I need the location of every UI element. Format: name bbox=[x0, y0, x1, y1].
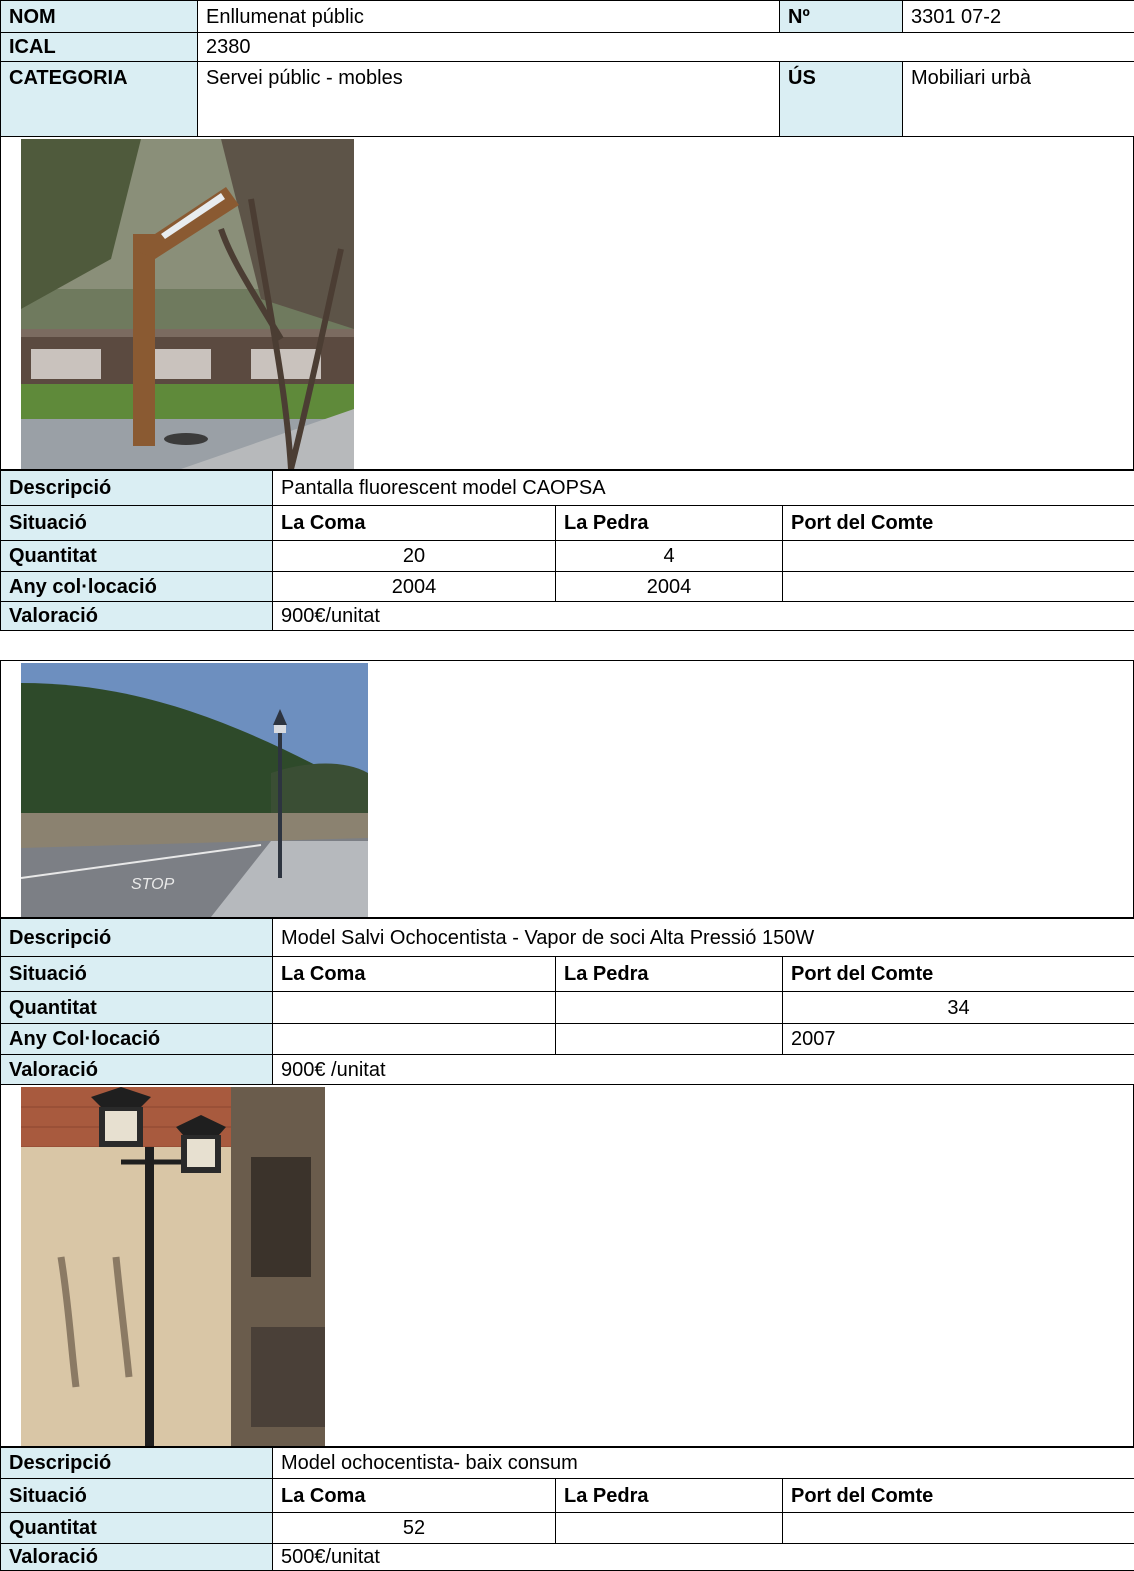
any-la-coma bbox=[273, 1024, 556, 1055]
any-la-pedra bbox=[556, 1024, 783, 1055]
any-label: Any Col·locació bbox=[1, 1024, 273, 1055]
quantitat-la-pedra bbox=[556, 1513, 783, 1544]
categoria-value: Servei públic - mobles bbox=[198, 62, 780, 137]
item-table-3 bbox=[0, 1447, 1134, 1571]
num-value: 3301 07-2 bbox=[903, 1, 1134, 33]
quantitat-label: Quantitat bbox=[1, 1513, 273, 1544]
photo-cell-2 bbox=[0, 660, 1134, 918]
descripcio-value: Pantalla fluorescent model CAOPSA bbox=[273, 471, 1134, 506]
situacio-label: Situació bbox=[1, 957, 273, 992]
ical-value: 2380 bbox=[198, 33, 1134, 62]
header-table bbox=[0, 0, 1134, 137]
quantitat-la-coma bbox=[273, 992, 556, 1024]
location-la-coma: La Coma bbox=[273, 506, 556, 541]
descripcio-label: Descripció bbox=[1, 1448, 273, 1479]
double-lantern-lamp-photo bbox=[21, 1087, 325, 1446]
quantitat-port-del-comte bbox=[783, 541, 1134, 572]
valoracio-label: Valoració bbox=[1, 602, 273, 631]
mountain-road-lamp-photo bbox=[21, 663, 368, 917]
quantitat-label: Quantitat bbox=[1, 992, 273, 1024]
us-value: Mobiliari urbà bbox=[903, 62, 1134, 137]
photo-cell-3 bbox=[0, 1084, 1134, 1447]
valoracio-label: Valoració bbox=[1, 1544, 273, 1571]
quantitat-la-coma: 52 bbox=[273, 1513, 556, 1544]
nom-label: NOM bbox=[1, 1, 198, 33]
road-stop-text: STOP bbox=[131, 876, 175, 893]
any-port-del-comte bbox=[783, 572, 1134, 602]
location-la-coma: La Coma bbox=[273, 957, 556, 992]
location-la-coma: La Coma bbox=[273, 1479, 556, 1513]
location-port-del-comte: Port del Comte bbox=[783, 1479, 1134, 1513]
location-la-pedra: La Pedra bbox=[556, 1479, 783, 1513]
photo-cell-1 bbox=[0, 136, 1134, 470]
location-la-pedra: La Pedra bbox=[556, 506, 783, 541]
descripcio-label: Descripció bbox=[1, 471, 273, 506]
quantitat-la-pedra bbox=[556, 992, 783, 1024]
valoracio-value: 500€/unitat bbox=[273, 1544, 1134, 1571]
location-port-del-comte: Port del Comte bbox=[783, 957, 1134, 992]
any-label: Any col·locació bbox=[1, 572, 273, 602]
quantitat-port-del-comte bbox=[783, 1513, 1134, 1544]
descripcio-value: Model ochocentista- baix consum bbox=[273, 1448, 1134, 1479]
categoria-label: CATEGORIA bbox=[1, 62, 198, 137]
any-la-pedra: 2004 bbox=[556, 572, 783, 602]
item-table-1 bbox=[0, 470, 1134, 631]
quantitat-la-coma: 20 bbox=[273, 541, 556, 572]
situacio-label: Situació bbox=[1, 1479, 273, 1513]
item-table-2 bbox=[0, 918, 1134, 1085]
quantitat-port-del-comte: 34 bbox=[783, 992, 1134, 1024]
nom-value: Enllumenat públic bbox=[198, 1, 780, 33]
location-la-pedra: La Pedra bbox=[556, 957, 783, 992]
any-la-coma: 2004 bbox=[273, 572, 556, 602]
num-label: Nº bbox=[780, 1, 903, 33]
location-port-del-comte: Port del Comte bbox=[783, 506, 1134, 541]
quantitat-label: Quantitat bbox=[1, 541, 273, 572]
valoracio-value: 900€/unitat bbox=[273, 602, 1134, 631]
valoracio-label: Valoració bbox=[1, 1055, 273, 1085]
descripcio-label: Descripció bbox=[1, 919, 273, 957]
any-port-del-comte: 2007 bbox=[783, 1024, 1134, 1055]
us-label: ÚS bbox=[780, 62, 903, 137]
valoracio-value: 900€ /unitat bbox=[273, 1055, 1134, 1085]
ical-label: ICAL bbox=[1, 33, 198, 62]
descripcio-value: Model Salvi Ochocentista - Vapor de soci Alta Pressió 150W bbox=[273, 919, 1134, 957]
quantitat-la-pedra: 4 bbox=[556, 541, 783, 572]
situacio-label: Situació bbox=[1, 506, 273, 541]
wooden-streetlight-photo bbox=[21, 139, 354, 469]
